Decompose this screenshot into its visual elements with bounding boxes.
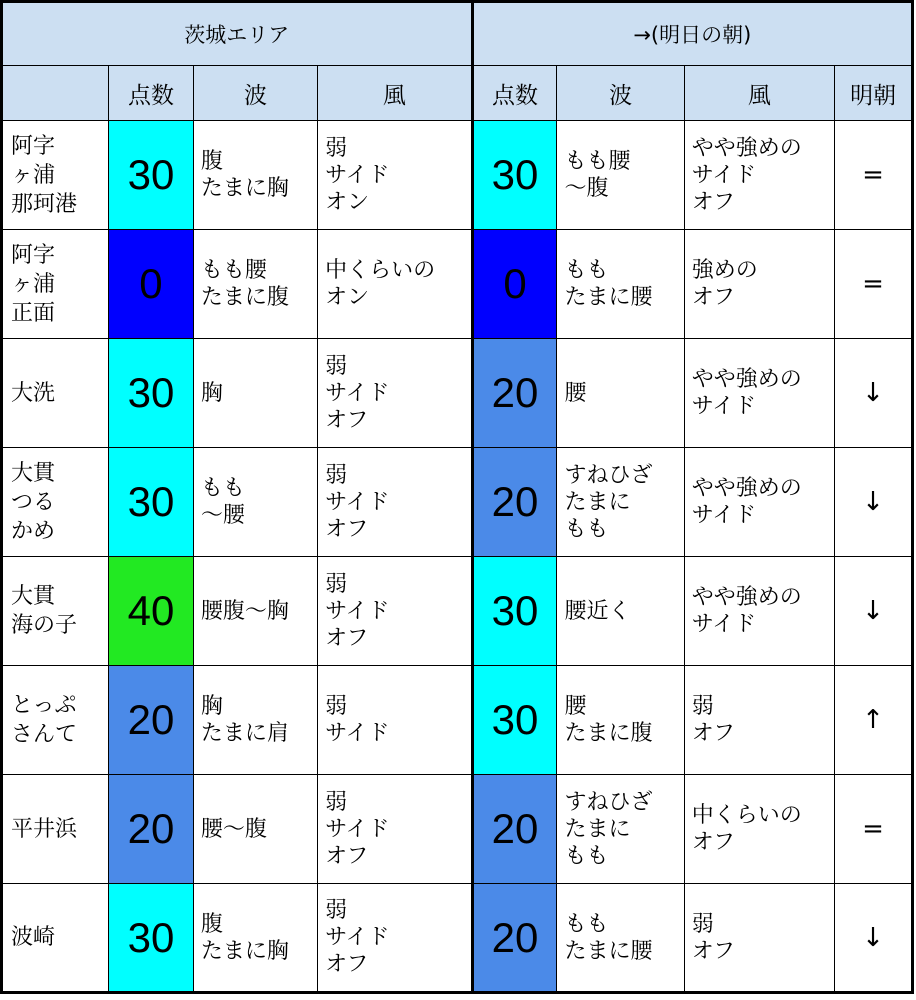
spot-name: 大洗 <box>2 339 109 448</box>
tomorrow-wave: 腰 <box>557 339 684 448</box>
table-row <box>2 121 913 230</box>
trend-indicator: ↓ <box>835 884 913 993</box>
today-wind: 弱 サイド <box>318 666 473 775</box>
tomorrow-wave: もも腰 〜腹 <box>557 121 684 230</box>
today-wind: 弱 サイド オフ <box>318 557 473 666</box>
tomorrow-wave: 腰 たまに腹 <box>557 666 684 775</box>
tomorrow-score: 20 <box>472 884 557 993</box>
trend-indicator: = <box>835 121 913 230</box>
tomorrow-wind: やや強めの サイド オフ <box>684 121 834 230</box>
spot-name: 大貫 つる かめ <box>2 448 109 557</box>
today-wave: もも 〜腰 <box>193 448 317 557</box>
trend-column-header: 明朝 <box>835 66 913 121</box>
spot-name: 阿字 ヶ浦 正面 <box>2 230 109 339</box>
tomorrow-score: 20 <box>472 448 557 557</box>
tomorrow-wind: やや強めの サイド <box>684 339 834 448</box>
today-score-column-header: 点数 <box>109 66 194 121</box>
table-row <box>2 448 913 557</box>
tomorrow-wave: すねひざ たまに もも <box>557 448 684 557</box>
trend-indicator: ↓ <box>835 557 913 666</box>
tomorrow-wind: 弱 オフ <box>684 666 834 775</box>
tomorrow-score: 0 <box>472 230 557 339</box>
today-wave: 胸 <box>193 339 317 448</box>
table-row <box>2 230 913 339</box>
tomorrow-wind: 強めの オフ <box>684 230 834 339</box>
spot-name: 大貫 海の子 <box>2 557 109 666</box>
trend-indicator: ↑ <box>835 666 913 775</box>
tomorrow-title: →(明日の朝) <box>472 2 912 66</box>
today-score: 30 <box>109 121 194 230</box>
tomorrow-wave: もも たまに腰 <box>557 230 684 339</box>
today-wave: 腹 たまに胸 <box>193 884 317 993</box>
today-wave: 腰腹〜胸 <box>193 557 317 666</box>
today-score: 30 <box>109 884 194 993</box>
tomorrow-wind-column-header: 風 <box>684 66 834 121</box>
tomorrow-wind: 弱 オフ <box>684 884 834 993</box>
spot-column-header <box>2 66 109 121</box>
today-wave-column-header: 波 <box>193 66 317 121</box>
table-row <box>2 557 913 666</box>
trend-indicator: ↓ <box>835 339 913 448</box>
trend-indicator: = <box>835 230 913 339</box>
tomorrow-wave: もも たまに腰 <box>557 884 684 993</box>
tomorrow-wind: やや強めの サイド <box>684 557 834 666</box>
tomorrow-score: 20 <box>472 339 557 448</box>
table-row <box>2 775 913 884</box>
spot-name: 阿字 ヶ浦 那珂港 <box>2 121 109 230</box>
table-row <box>2 339 913 448</box>
today-score: 40 <box>109 557 194 666</box>
table-row <box>2 666 913 775</box>
today-wind-column-header: 風 <box>318 66 473 121</box>
tomorrow-wind: 中くらいの オフ <box>684 775 834 884</box>
spot-name: 波崎 <box>2 884 109 993</box>
today-wind: 弱 サイド オフ <box>318 884 473 993</box>
table-row <box>2 884 913 993</box>
trend-indicator: = <box>835 775 913 884</box>
tomorrow-score: 20 <box>472 775 557 884</box>
spot-name: 平井浜 <box>2 775 109 884</box>
today-wave: 腹 たまに胸 <box>193 121 317 230</box>
tomorrow-score: 30 <box>472 121 557 230</box>
forecast-rows <box>2 121 913 993</box>
tomorrow-score: 30 <box>472 557 557 666</box>
tomorrow-score: 30 <box>472 666 557 775</box>
today-wave: 腰〜腹 <box>193 775 317 884</box>
today-score: 30 <box>109 448 194 557</box>
today-wind: 弱 サイド オフ <box>318 339 473 448</box>
today-wind: 弱 サイド オン <box>318 121 473 230</box>
today-wave: 胸 たまに肩 <box>193 666 317 775</box>
today-wind: 中くらいの オン <box>318 230 473 339</box>
today-wind: 弱 サイド オフ <box>318 448 473 557</box>
today-score: 20 <box>109 775 194 884</box>
area-title: 茨城エリア <box>2 2 473 66</box>
tomorrow-wind: やや強めの サイド <box>684 448 834 557</box>
tomorrow-score-column-header: 点数 <box>472 66 557 121</box>
tomorrow-wave: 腰近く <box>557 557 684 666</box>
tomorrow-wave-column-header: 波 <box>557 66 684 121</box>
today-wind: 弱 サイド オフ <box>318 775 473 884</box>
spot-name: とっぷ さんて <box>2 666 109 775</box>
trend-indicator: ↓ <box>835 448 913 557</box>
today-score: 30 <box>109 339 194 448</box>
tomorrow-wave: すねひざ たまに もも <box>557 775 684 884</box>
today-wave: もも腰 たまに腹 <box>193 230 317 339</box>
today-score: 0 <box>109 230 194 339</box>
today-score: 20 <box>109 666 194 775</box>
